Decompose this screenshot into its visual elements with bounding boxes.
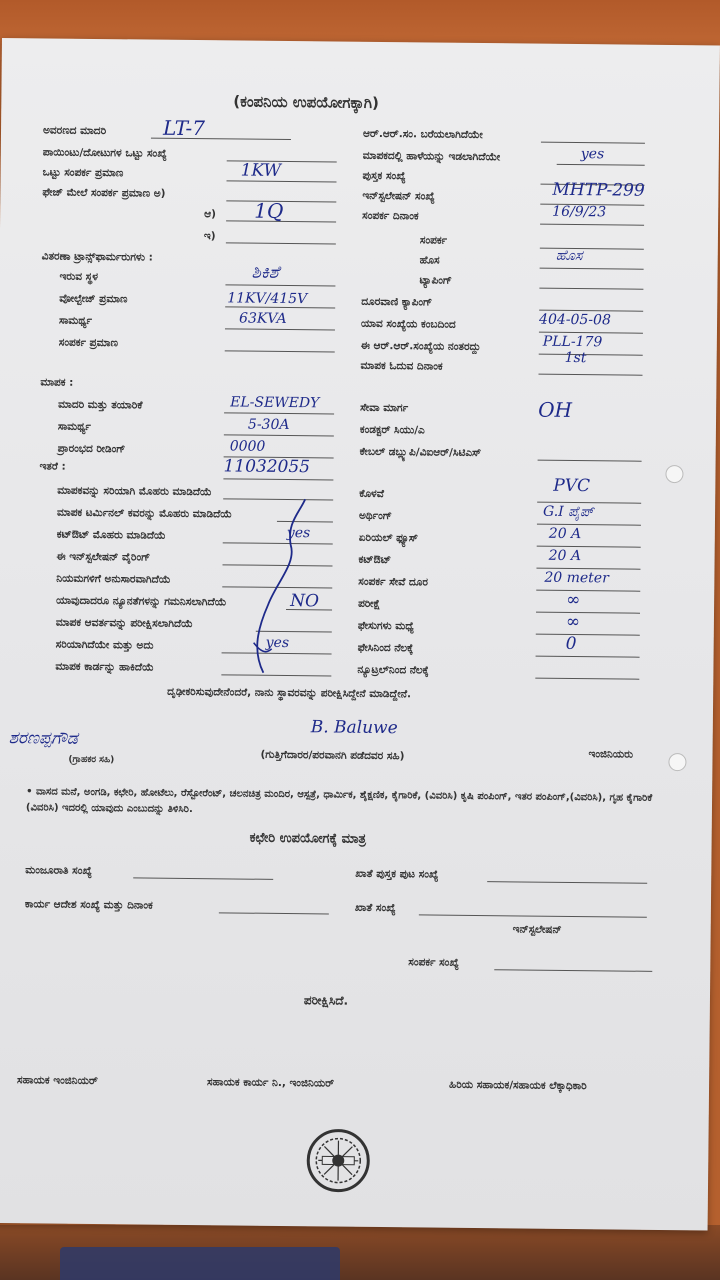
field-label: ಈ ಆರ್.ಆರ್.ಸಂಖ್ಯೆಯ ನಂತರದ್ದು bbox=[360, 339, 481, 354]
handwritten-value: 404-05-08 bbox=[538, 311, 611, 329]
field-label: ಇನ್‌ಸ್ಟಲೇಷನ್ bbox=[512, 923, 562, 936]
field-label: ಮಾಪಕ ಓದುವ ದಿನಾಂಕ bbox=[360, 359, 443, 373]
field-line bbox=[536, 656, 640, 658]
field-line bbox=[540, 224, 644, 226]
handwritten-value: NO bbox=[290, 591, 320, 612]
handwritten-value: 16/9/23 bbox=[552, 203, 607, 221]
field-label: ಫೇಜ್ ಮೇಲೆ ಸಂಪರ್ಕ ಪ್ರಮಾಣ ಅ) bbox=[42, 186, 166, 200]
field-line bbox=[539, 288, 643, 290]
field-label: ಮಾಪಕ ಟರ್ಮಿನಲ್ ಕವರನ್ನು ಮೊಹರು ಮಾಡಿದೆಯೆ bbox=[56, 506, 233, 521]
field-label: ಸಂಪರ್ಕ ದಿನಾಂಕ bbox=[362, 209, 419, 223]
section-heading: ಮಾಪಕ : bbox=[40, 376, 74, 389]
field-label: ಪುಸ್ತಕ ಸಂಖ್ಯೆ bbox=[362, 169, 406, 183]
field-line bbox=[226, 242, 336, 244]
field-label: ಹೊಸ bbox=[419, 254, 440, 267]
field-label: ಫೇಸಿನಿಂದ ನೆಲಕ್ಕೆ bbox=[357, 641, 414, 655]
field-label: ಇರುವ ಸ್ಥಳ bbox=[59, 270, 99, 284]
field-label: ಸಾಮರ್ಥ್ಯ bbox=[57, 420, 91, 433]
contractor-sign-label: (ಗುತ್ತಿಗೆದಾರರ/ಪರವಾನಗಿ ಪಡೆದವರ ಸಹಿ) bbox=[260, 748, 405, 763]
handwritten-value: 63KVA bbox=[238, 310, 287, 327]
field-label: ಯಾವುದಾದರೂ ನ್ಯೂನತೆಗಳನ್ನು ಗಮನಿಸಲಾಗಿದೆಯೆ bbox=[56, 594, 227, 609]
field-label: ನಿಯಮಗಳಿಗೆ ಅನುಸಾರವಾಗಿದೆಯೆ bbox=[56, 572, 171, 586]
handwritten-value: EL-SEWEDY bbox=[230, 394, 320, 412]
engineer-sign-label: ಇಂಜಿನಿಯರು bbox=[588, 748, 634, 761]
field-label: ಏರಿಯಲ್ ಫ್ಯೂಸ್ bbox=[358, 531, 419, 545]
check-mark-icon bbox=[245, 493, 320, 684]
field-line bbox=[539, 354, 643, 356]
handwritten-value: 1KW bbox=[240, 160, 282, 181]
field-label: ಖಾತೆ ಪುಸ್ತಕ ಪುಟ ಸಂಖ್ಯೆ bbox=[355, 867, 439, 881]
field-label: ಸಂಪರ್ಕ ಪ್ರಮಾಣ bbox=[58, 336, 118, 350]
field-label: ಯಾವ ಸಂಖ್ಯೆಯ ಕಂಬದಿಂದ bbox=[360, 317, 456, 331]
field-label: ಪರೀಕ್ಷೆ bbox=[358, 597, 381, 610]
table-surface-bottom bbox=[0, 1225, 720, 1280]
field-label: ಅವರಣದ ಮಾದರಿ bbox=[42, 124, 107, 138]
handwritten-value: 20 A bbox=[548, 547, 582, 565]
field-line bbox=[224, 412, 334, 414]
handwritten-value: yes bbox=[580, 146, 605, 163]
handwritten-value: 20 A bbox=[548, 525, 582, 543]
field-line bbox=[540, 268, 644, 270]
handwritten-value: G.I ಪೈಪ್ bbox=[542, 503, 594, 521]
field-line bbox=[538, 460, 642, 462]
meter-serial-number: 11032055 bbox=[223, 456, 311, 478]
handwritten-value: ∞ bbox=[565, 611, 581, 633]
field-label: ದೂರವಾಣಿ ಕ್ಯಾಪಿಂಗ್ bbox=[361, 295, 433, 309]
field-label: ಪಾಯಿಂಟು/ದೋಟುಗಳ ಒಟ್ಟು ಸಂಖ್ಯೆ bbox=[42, 146, 167, 160]
usage-note: • ವಾಸದ ಮನೆ, ಅಂಗಡಿ, ಕಛೇರಿ, ಹೋಟೆಲು, ರೆಸ್ಟೋರೆಂಟ್, ಚಲನಚಿತ್ರ ಮಂದಿರ, ಆಸ್ಪತ್ರೆ, ಧಾರ್ಮಿಕ, ಶೈಕ್ಷಣಿಕ, ಕೈಗಾರಿಕೆ, (ವಿವರಿಸಿ) ಕೃಷಿ ಪಂಪಿಂಗ್, ಇತರ ಪಂಪಿಂಗ್,(ವಿವರಿಸಿ), ಗೃಹ ಕೈಗಾರಿಕೆ (ವಿವರಿಸಿ) ಇದರಲ್ಲಿ ಯಾವುದು ಎಂಬುದನ್ನು ತಿಳಿಸಿರಿ. bbox=[25, 786, 653, 816]
field-label: ಪ್ರಾರಂಭದ ರೀಡಿಂಗ್ bbox=[57, 442, 126, 456]
handwritten-value: 20 meter bbox=[544, 569, 609, 587]
field-label: ಮಾಪಕ ಕಾರ್ಡನ್ನು ಹಾಕಿದೆಯೆ bbox=[55, 660, 154, 674]
field-label: ನ್ಯೂಟ್ರಲ್‌ನಿಂದ ನೆಲಕ್ಕೆ bbox=[357, 663, 429, 677]
field-label: ಮಂಜೂರಾತಿ ಸಂಖ್ಯೆ bbox=[25, 864, 92, 877]
field-label: ಮಾಪಕ ಆವರ್ತವನ್ನು ಪರೀಕ್ಷಿಸಲಾಗಿದೆಯೆ bbox=[55, 616, 193, 631]
field-line bbox=[557, 164, 645, 166]
field-label: ಸರಿಯಾಗಿದೆಯೇ ಮತ್ತು ಅದು bbox=[55, 638, 154, 652]
field-line bbox=[225, 350, 335, 352]
handwritten-value: yes bbox=[265, 634, 290, 652]
punch-hole bbox=[665, 465, 683, 483]
form-sheet bbox=[0, 38, 720, 1230]
handwritten-value: ∞ bbox=[566, 589, 581, 611]
handwritten-value: 0 bbox=[565, 633, 577, 655]
field-label: ಈ ಇನ್‌ಸ್ಟಲೇಷನ್ ವೈರಿಂಗ್ bbox=[56, 550, 151, 564]
handwritten-value: PVC bbox=[553, 475, 591, 497]
field-label: ಕಾರ್ಯ ಆದೇಶ ಸಂಖ್ಯೆ ಮತ್ತು ದಿನಾಂಕ bbox=[24, 898, 153, 912]
section-heading: ವಿತರಣಾ ಟ್ರಾನ್ಸ್‌ಫಾರ್ಮರುಗಳು : bbox=[41, 250, 153, 264]
field-line bbox=[225, 328, 335, 330]
handwritten-value: 5-30A bbox=[247, 416, 290, 434]
field-label: ಸೇವಾ ಮಾರ್ಗ bbox=[360, 401, 409, 415]
field-label: ವೋಲ್ಟೇಜ್ ಪ್ರಮಾಣ bbox=[59, 292, 128, 306]
page-title: (ಕಂಪನಿಯ ಉಪಯೋಗಕ್ಕಾಗಿ) bbox=[233, 92, 380, 112]
handwritten-value: LT-7 bbox=[162, 115, 206, 141]
handwritten-value: ಶಿಕಿಶೆ bbox=[251, 262, 279, 283]
cloth bbox=[60, 1247, 340, 1280]
senior-assistant-label: ಹಿರಿಯ ಸಹಾಯಕ/ಸಹಾಯಕ ಲೆಕ್ಕಾಧಿಕಾರಿ bbox=[449, 1078, 587, 1093]
field-label: ಕಟ್‌ಔಟ್ ಮೊಹರು ಮಾಡಿದೆಯೆ bbox=[56, 528, 166, 542]
field-line bbox=[487, 881, 647, 884]
field-label: ಆರ್.ಆರ್.ಸಂ. ಬರೆಯಲಾಗಿದೆಯೇ bbox=[362, 127, 483, 142]
field-line bbox=[541, 142, 645, 144]
field-line bbox=[536, 634, 640, 636]
field-label: ಒಟ್ಟು ಸಂಪರ್ಕ ಪ್ರಮಾಣ bbox=[42, 166, 124, 180]
field-label: ಕಟ್‌ಔಟ್ bbox=[358, 553, 392, 567]
section-heading: ಇತರೆ : bbox=[39, 460, 66, 473]
field-label: ಮಾಪಕದಲ್ಲಿ ಹಾಳೆಯನ್ನು ಇಡಲಾಗಿದೆಯೇ bbox=[362, 149, 501, 164]
field-label: ಮಾಪಕವನ್ನು ಸರಿಯಾಗಿ ಮೊಹರು ಮಾಡಿದೆಯೆ bbox=[57, 484, 212, 499]
field-label: ಸಾಮರ್ಥ್ಯ bbox=[58, 314, 93, 327]
customer-signature: ಶರಣಪ್ಪಗೌಡ bbox=[8, 728, 78, 749]
field-line bbox=[535, 678, 639, 680]
office-use-heading: ಕಛೇರಿ ಉಪಯೋಗಕ್ಕೆ ಮಾತ್ರ bbox=[249, 830, 367, 847]
assistant-engineer-label: ಸಹಾಯಕ ಇಂಜಿನಿಯರ್ bbox=[17, 1074, 98, 1088]
field-line bbox=[419, 914, 647, 917]
field-line bbox=[224, 434, 334, 436]
handwritten-value: PLL-179 bbox=[542, 333, 603, 351]
assistant-exec-engineer-label: ಸಹಾಯಕ ಕಾರ್ಯ ನಿ., ಇಂಜಿನಿಯರ್ bbox=[207, 1076, 335, 1090]
field-line bbox=[494, 969, 652, 972]
declaration-text: ದೃಢೀಕರಿಸುವುದೇನೆಂದರೆ, ನಾನು ಸ್ಥಾವರವನ್ನು ಪರೀಕ್ಷಿಸಿದ್ದೇನೆ ಮಾಡಿದ್ದೇನೆ. bbox=[167, 685, 412, 701]
field-label: ಕೊಳವೆ bbox=[359, 487, 385, 501]
field-label: ಸಂಪರ್ಕ bbox=[419, 234, 448, 247]
field-label: ಆ) bbox=[204, 208, 216, 221]
field-label: ಕೇಬಲ್ ಡಬ್ಲ್ಯುಪಿ/ವಿಐಆರ್/ಸಿಟಿಎಸ್ bbox=[359, 445, 482, 460]
handwritten-value: ಹೊಸ bbox=[555, 247, 583, 265]
field-line bbox=[223, 478, 333, 480]
customer-sign-label: (ಗ್ರಾಹಕರ ಸಹಿ) bbox=[68, 754, 115, 766]
field-line bbox=[225, 284, 335, 286]
handwritten-value: 0000 bbox=[229, 438, 266, 455]
field-label: ಖಾತೆ ಸಂಖ್ಯೆ bbox=[354, 901, 396, 915]
field-line bbox=[539, 374, 643, 376]
field-label: ಅರ್ಥಿಂಗ್ bbox=[358, 509, 392, 523]
field-line bbox=[133, 877, 273, 879]
field-line bbox=[536, 590, 640, 592]
checked-label: ಪರೀಕ್ಷಿಸಿದೆ. bbox=[303, 993, 349, 1008]
field-line bbox=[227, 180, 337, 182]
field-line bbox=[536, 612, 640, 614]
field-label: ಸಂಪರ್ಕ ಸಂಖ್ಯೆ bbox=[408, 956, 459, 969]
field-label: ಇ) bbox=[203, 230, 216, 243]
field-line bbox=[219, 912, 329, 914]
company-emblem-icon bbox=[304, 1126, 373, 1195]
field-label: ಕಂಡಕ್ಟರ್ ಸಿಯು/ಎ bbox=[359, 423, 425, 437]
field-label: ಟ್ಯಾಪಿಂಗ್ bbox=[419, 274, 453, 287]
handwritten-value: OH bbox=[538, 397, 573, 422]
field-label: ಮಾದರಿ ಮತ್ತು ತಯಾರಿಕೆ bbox=[58, 398, 143, 412]
contractor-signature: B. Baluwe bbox=[310, 717, 398, 739]
handwritten-value: MHTP-299 bbox=[552, 179, 645, 201]
field-label: ಸಂಪರ್ಕ ಸೇವೆ ದೂರ bbox=[358, 575, 429, 589]
handwritten-value: yes bbox=[286, 525, 311, 542]
handwritten-value: 11KV/415V bbox=[227, 290, 308, 308]
handwritten-value: 1st bbox=[564, 349, 587, 367]
field-label: ಫೇಸುಗಳು ಮಧ್ಯೆ bbox=[357, 619, 415, 633]
field-label: ಇನ್‌ಸ್ಟಲೇಷನ್ ಸಂಖ್ಯೆ bbox=[362, 189, 435, 203]
handwritten-value: 1Q bbox=[254, 198, 284, 223]
punch-hole bbox=[668, 753, 686, 771]
